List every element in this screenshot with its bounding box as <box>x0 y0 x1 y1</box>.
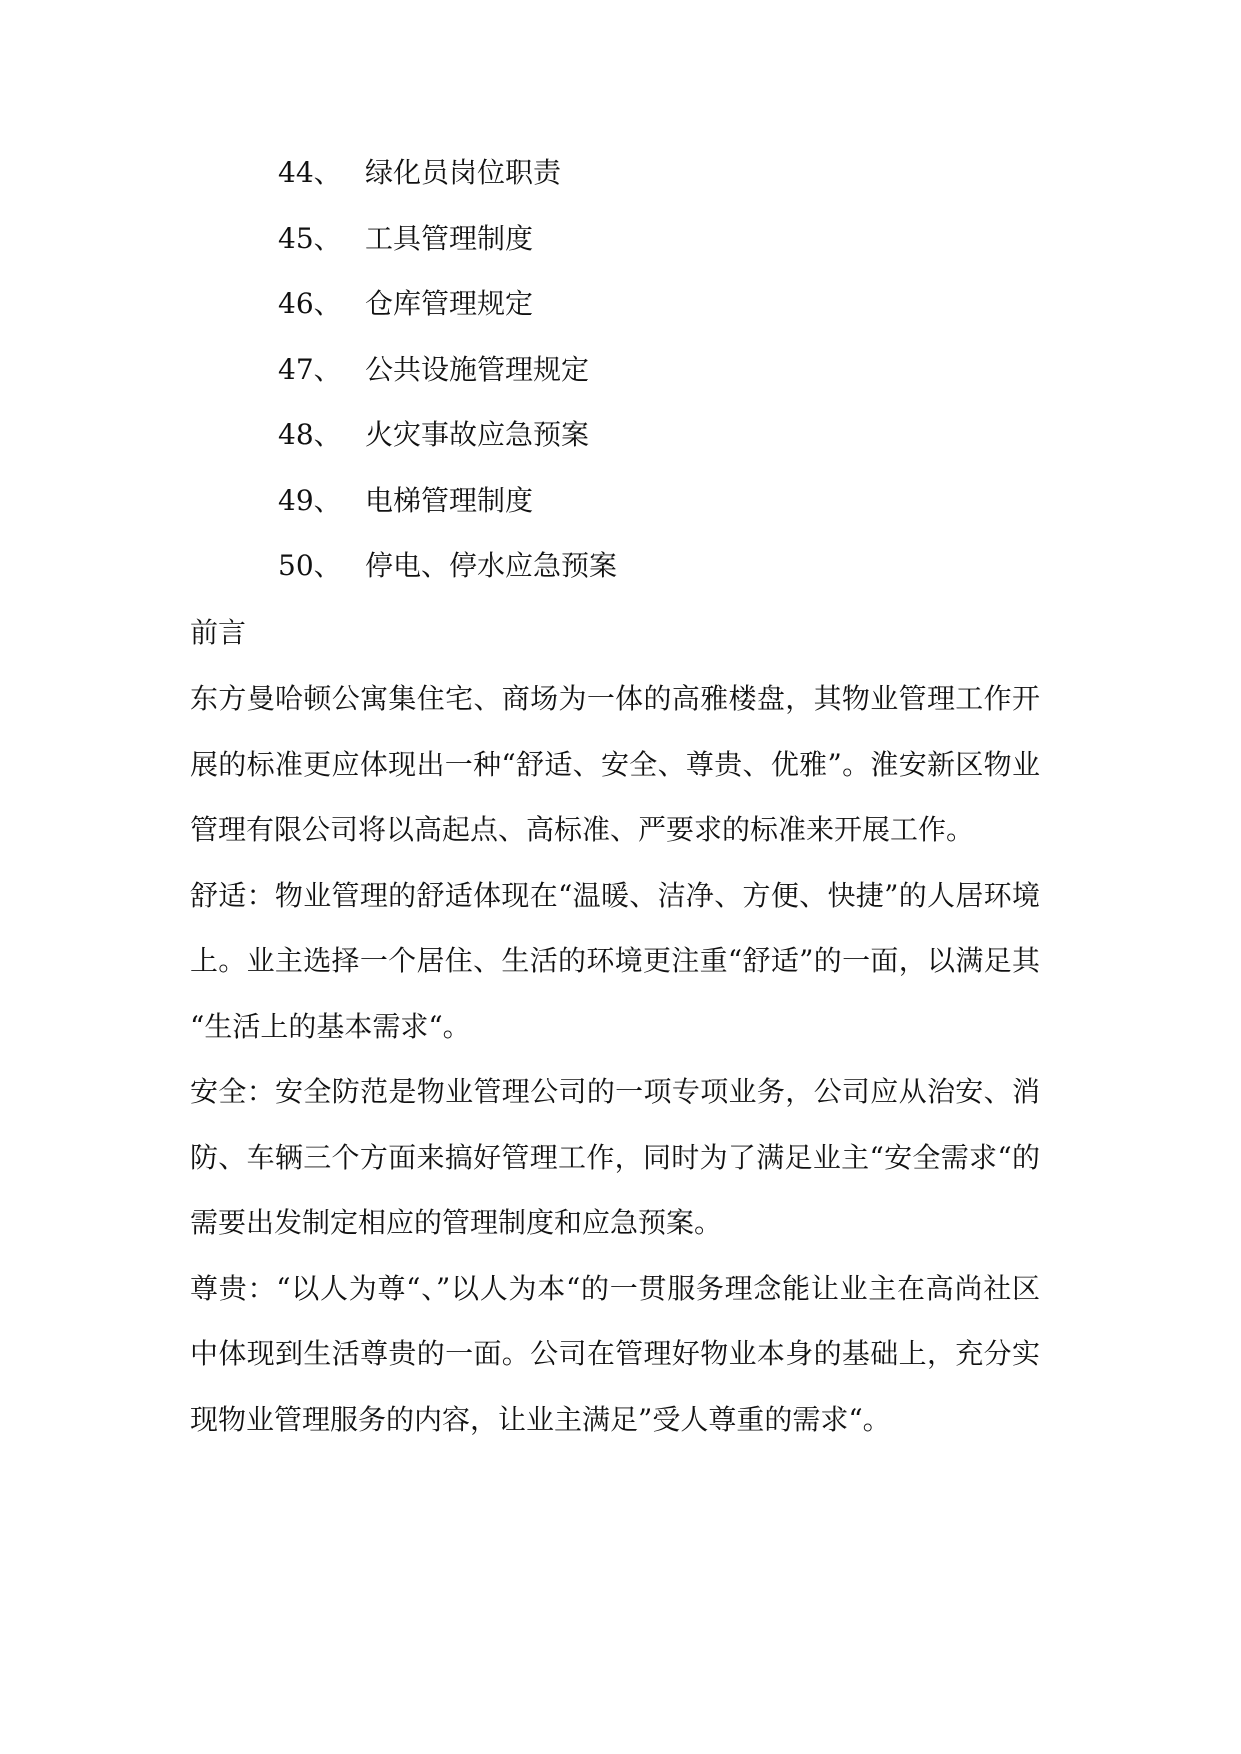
toc-item-number: 50、 <box>278 549 342 582</box>
table-of-contents <box>278 156 1078 615</box>
paragraph-safety: 安全：安全防范是物业管理公司的一项专项业务，公司应从治安、消防、车辆三个方面来搞好管理工作，同时为了满足业主“安全需求“的需要出发制定相应的管理制度和应急预案。 <box>190 1075 1040 1239</box>
toc-item-title: 仓库管理规定 <box>365 287 534 320</box>
body-text <box>190 616 1040 1468</box>
toc-item <box>278 549 1078 615</box>
toc-item-title: 停电、停水应急预案 <box>365 549 618 582</box>
toc-item <box>278 287 1078 353</box>
toc-item <box>278 156 1078 222</box>
toc-item-number: 47、 <box>278 352 342 386</box>
paragraph-intro: 东方曼哈顿公寓集住宅、商场为一体的高雅楼盘，其物业管理工作开展的标准更应体现出一种“舒适、安全、尊贵、优雅”。淮安新区物业管理有限公司将以高起点、高标准、严要求的标准来开展工作。 <box>190 682 1040 846</box>
toc-item-number: 48、 <box>278 418 342 451</box>
toc-item-title: 绿化员岗位职责 <box>365 156 562 189</box>
toc-item-title: 电梯管理制度 <box>365 483 534 517</box>
paragraph-dignity: 尊贵：“以人为尊“、”以人为本“的一贯服务理念能让业主在高尚社区中体现到生活尊贵的一面。公司在管理好物业本身的基础上，充分实现物业管理服务的内容，让业主满足”受人尊重的需求“。 <box>190 1271 1040 1436</box>
toc-item <box>278 222 1078 288</box>
toc-item-title: 工具管理制度 <box>365 221 534 255</box>
toc-item-number: 49、 <box>278 483 342 517</box>
toc-item-number: 45、 <box>278 221 342 255</box>
section-heading: 前言 <box>190 616 247 649</box>
paragraph-comfort: 舒适：物业管理的舒适体现在“温暖、洁净、方便、快捷”的人居环境上。业主选择一个居住、生活的环境更注重“舒适”的一面，以满足其 “生活上的基本需求“。 <box>190 878 1040 1043</box>
toc-item-title: 公共设施管理规定 <box>365 352 590 386</box>
toc-item-number: 44、 <box>278 156 342 189</box>
toc-item-title: 火灾事故应急预案 <box>365 418 590 451</box>
toc-item-number: 46、 <box>278 287 342 320</box>
toc-item <box>278 418 1078 484</box>
toc-item <box>278 484 1078 550</box>
toc-item <box>278 353 1078 419</box>
